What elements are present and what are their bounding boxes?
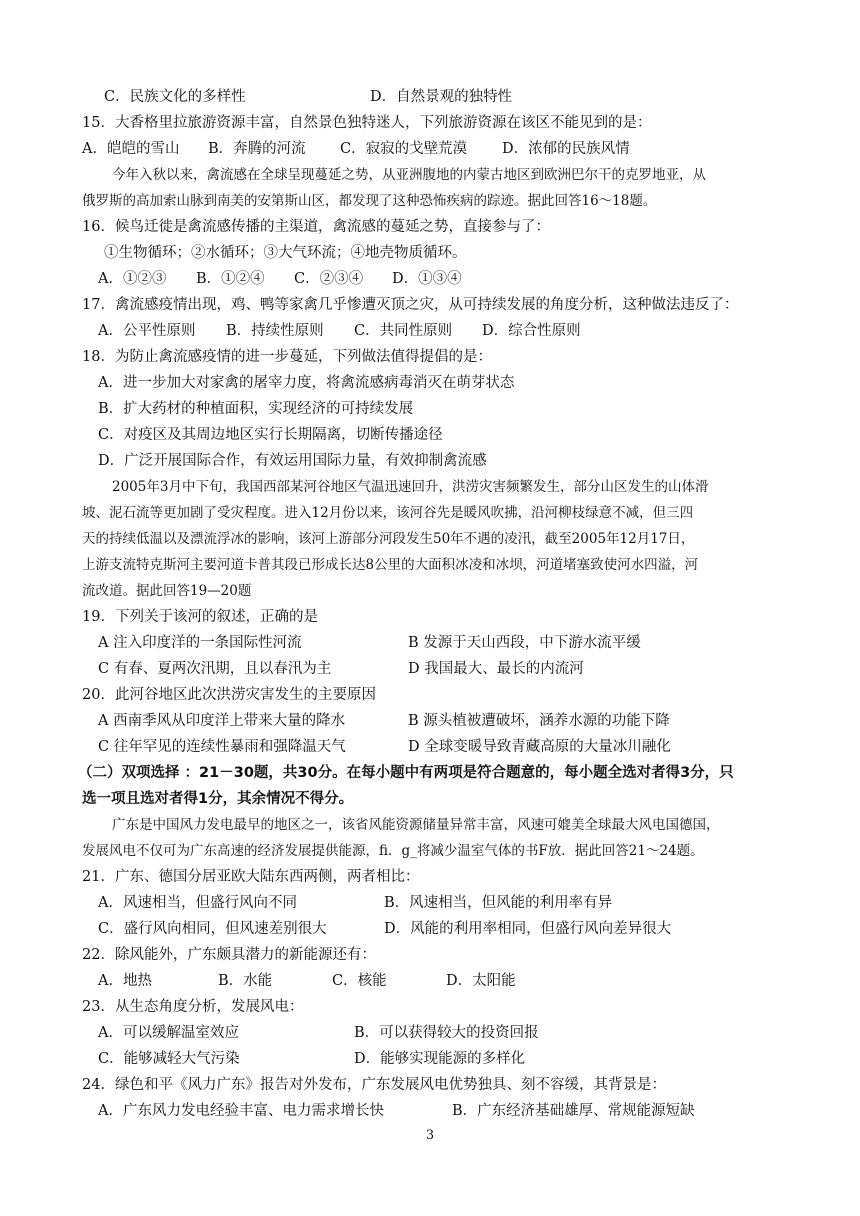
passage-2-line-3: 天的持续低温以及漂流浮冰的影响，该河上游部分河段发生50年不遇的凌汛，截至2005年12月17日， [82,531,695,547]
passage-3-line-1: 广东是中国风力发电最早的地区之一，该省风能资源储量异常丰富，风速可媲美全球最大风电国德国， [112,817,720,833]
passage-2-line-2: 坡、泥石流等更加剧了受灾程度。进入12月份以来，该河谷先是暖风吹拂，沿河柳枝绿意不减，但三四 [82,505,694,521]
q24-option-b: B．广东经济基础雄厚、常规能源短缺 [452,1103,695,1119]
q21-option-c: C．盛行风向相同，但风速差别很大 [98,921,327,937]
q15-option-a: A．皑皑的雪山 [82,141,180,157]
section-2-heading-line-2: 选一项且选对者得1分，其余情况不得分。 [82,791,354,807]
q19-option-c: C 有春、夏两次汛期，且以春汛为主 [98,661,332,677]
q22-option-d: D．太阳能 [446,973,516,989]
q17-option-b: B．持续性原则 [226,323,324,339]
q15-option-c: C．寂寂的戈壁荒漠 [340,141,468,157]
question-17: 17．禽流感疫情出现，鸡、鸭等家禽几乎惨遭灭顶之灾，从可持续发展的角度分析，这种做法违反了： [82,297,739,313]
question-24: 24．绿色和平《风力广东》报告对外发布，广东发展风电优势独具、刻不容缓，其背景是： [82,1077,666,1093]
passage-1-line-1: 今年入秋以来，禽流感在全球呈现蔓延之势，从亚洲腹地的内蒙古地区到欧洲巴尔干的克罗地亚，从 [112,167,706,183]
q22-option-b: B．水能 [218,973,273,989]
q17-option-c: C．共同性原则 [354,323,453,339]
q14-option-d: D．自然景观的独特性 [370,89,513,105]
q23-option-c: C．能够减轻大气污染 [98,1051,240,1067]
q21-option-a: A．风速相当，但盛行风向不同 [98,895,297,911]
question-22: 22．除风能外，广东颇具潜力的新能源还有： [82,947,376,963]
q17-option-d: D．综合性原则 [482,323,581,339]
passage-2-line-4: 上游支流特克斯河主要河道卡普其段已形成长达8公里的大面积冰凌和冰坝，河道堵塞致使河水四溢，河 [82,557,699,573]
q19-option-a: A 注入印度洋的一条国际性河流 [98,635,302,651]
q24-option-a: A．广东风力发电经验丰富、电力需求增长快 [98,1103,384,1119]
q18-option-d: D．广泛开展国际合作，有效运用国际力量，有效抑制禽流感 [98,453,487,469]
question-16: 16．候鸟迁徙是禽流感传播的主渠道，禽流感的蔓延之势，直接参与了： [82,219,550,235]
q23-option-d: D．能够实现能源的多样化 [354,1051,526,1067]
question-15: 15．大香格里拉旅游资源丰富，自然景色独特迷人，下列旅游资源在该区不能见到的是： [82,115,652,131]
q18-option-a: A．进一步加大对家禽的屠宰力度，将禽流感病毒消灭在萌芽状态 [98,375,515,391]
q16-option-a: A．①②③ [98,271,167,287]
q22-option-a: A．地热 [98,973,152,989]
q20-option-d: D 全球变暖导致青藏高原的大量冰川融化 [408,739,671,755]
q15-option-d: D．浓郁的民族风情 [502,141,630,157]
question-18: 18．为防止禽流感疫情的进一步蔓延，下列做法值得提倡的是： [82,349,492,365]
question-20: 20．此河谷地区此次洪涝灾害发生的主要原因 [82,687,376,703]
q20-option-a: A 西南季风从印度洋上带来大量的降水 [98,713,346,729]
passage-1-line-2: 俄罗斯的高加索山脉到南美的安第斯山区，都发现了这种恐怖疾病的踪迹。据此回答16～18题。 [82,193,657,209]
section-2-heading-line-1: （二）双项选择 ：21－30题，共30分。在每小题中有两项是符合题意的，每小题全选对者得3分，只 [78,765,734,781]
q16-option-b: B．①②④ [196,271,265,287]
page-number: 3 [425,1128,435,1143]
q23-option-b: B．可以获得较大的投资回报 [354,1025,539,1041]
q18-option-b: B．扩大药材的种植面积，实现经济的可持续发展 [98,401,414,417]
q19-option-b: B 发源于天山西段，中下游水流平缓 [408,635,641,651]
q18-option-c: C．对疫区及其周边地区实行长期隔离，切断传播途径 [98,427,443,443]
q22-option-c: C．核能 [332,973,387,989]
q20-option-b: B 源头植被遭破坏，涵养水源的功能下降 [408,713,670,729]
q21-option-d: D．风能的利用率相同，但盛行风向差异很大 [384,921,672,937]
q16-option-c: C．②③④ [294,271,364,287]
q20-option-c: C 往年罕见的连续性暴雨和强降温天气 [98,739,346,755]
q17-option-a: A．公平性原则 [98,323,196,339]
q14-option-c: C．民族文化的多样性 [104,89,246,105]
q23-option-a: A．可以缓解温室效应 [98,1025,239,1041]
q19-option-d: D 我国最大、最长的内流河 [408,661,584,677]
passage-2-line-5: 流改道。据此回答19—20题 [82,583,252,599]
passage-3-line-2: 发展风电不仅可为广东高速的经济发展提供能源，fi．g_将减少温室气体的书F放．据此回答21～24题。 [82,843,704,859]
passage-2-line-1: 2005年3月中下旬，我国西部某河谷地区气温迅速回升，洪涝灾害频繁发生，部分山区发生的山体滑 [112,479,709,495]
question-21: 21．广东、德国分居亚欧大陆东西两侧，两者相比： [82,869,420,885]
question-23: 23．从生态角度分析，发展风电： [82,999,304,1015]
q21-option-b: B．风速相当，但风能的利用率有异 [384,895,613,911]
q15-option-b: B．奔腾的河流 [208,141,306,157]
q16-statements: ①生物循环；②水循环；③大气环流；④地壳物质循环。 [104,245,467,261]
q16-option-d: D．①③④ [392,271,462,287]
question-19: 19．下列关于该河的叙述，正确的是 [82,609,318,625]
